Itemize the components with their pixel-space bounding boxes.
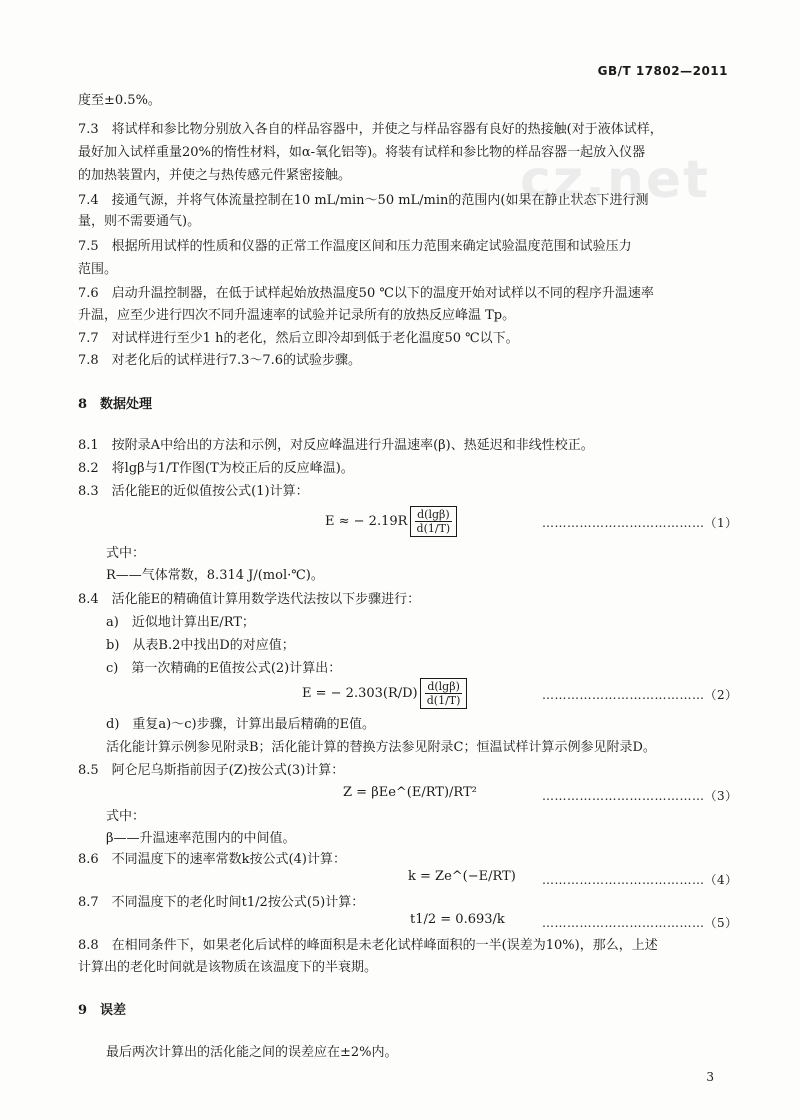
eq2-bracket [422, 678, 466, 709]
eq2-numerator: d(lgβ) [425, 680, 463, 694]
equation-3: Z = βEe^(E/RT)/RT² [343, 785, 477, 800]
clause-7-3: 7.3 将试样和参比物分别放入各自的样品容器中，并使之与样品容器有良好的热接触(对于液体试样， [78, 122, 663, 137]
eq3-number: …………………………………（3） [542, 789, 738, 803]
equation-5: t1/2 = 0.693/k [410, 912, 505, 927]
eq1-fraction [415, 508, 453, 535]
eq1-lhs: E ≈ − 2.19R [325, 514, 408, 529]
eq2-lhs: E = − 2.303(R/D) [302, 686, 418, 701]
clause-8-3: 8.3 活化能E的近似值按公式(1)计算： [78, 484, 309, 499]
step-d: d) 重复a)～c)步骤，计算出最后精确的E值。 [106, 717, 376, 732]
text-line: 活化能计算示例参见附录B；活化能计算的替换方法参见附录C；恒温试样计算示例参见附录D。 [106, 740, 656, 755]
page-number: 3 [706, 1070, 714, 1084]
clause-8-8: 8.8 在相同条件下，如果老化后试样的峰面积是未老化试样峰面积的一半(误差为10%)，那么，上述 [78, 938, 658, 953]
clause-8-2: 8.2 将lgβ与1/T作图(T为校正后的反应峰温)。 [78, 461, 354, 476]
eq1-numerator: d(lgβ) [415, 508, 453, 522]
where-label: 式中： [106, 809, 146, 824]
clause-8-1: 8.1 按附录A中给出的方法和示例，对反应峰温进行升温速率(β)、热延迟和非线性校正。 [78, 438, 594, 453]
eq5-number: …………………………………（5） [542, 916, 738, 930]
step-c: c) 第一次精确的E值按公式(2)计算出： [106, 661, 342, 676]
text-line: 范围。 [78, 262, 118, 277]
eq1-number: …………………………………（1） [542, 516, 738, 530]
where-label: 式中： [106, 546, 146, 561]
equation-2 [302, 678, 465, 709]
clause-8-4: 8.4 活化能E的精确值计算用数学迭代法按以下步骤进行： [78, 592, 421, 607]
step-b: b) 从表B.2中找出D的对应值； [106, 638, 295, 653]
symbol-definition: R——气体常数，8.314 J/(mol·℃)。 [106, 568, 324, 583]
eq1-bracket [412, 506, 456, 537]
watermark: cz.net [520, 150, 710, 210]
text-line: 计算出的老化时间就是该物质在该温度下的半衰期。 [78, 960, 378, 975]
equation-4: k = Ze^(−E/RT) [408, 869, 516, 884]
text-line: 度至±0.5%。 [78, 93, 161, 108]
section-9-heading: 9 误差 [78, 1003, 127, 1018]
clause-8-6: 8.6 不同温度下的速率常数k按公式(4)计算： [78, 852, 346, 867]
clause-8-7: 8.7 不同温度下的老化时间t1/2按公式(5)计算： [78, 895, 365, 910]
equation-1 [325, 506, 455, 537]
symbol-definition: β——升温速率范围内的中间值。 [106, 831, 296, 846]
text-line: 量，则不需要通气)。 [78, 214, 201, 229]
text-line: 的加热装置内，并使之与热传感元件紧密接触。 [78, 168, 352, 183]
section-8-heading: 8 数据处理 [78, 397, 153, 412]
error-statement: 最后两次计算出的活化能之间的误差应在±2%内。 [106, 1045, 398, 1060]
clause-8-5: 8.5 阿仑尼乌斯指前因子(Z)按公式(3)计算： [78, 763, 345, 778]
clause-7-6: 7.6 启动升温控制器，在低于试样起始放热温度50 ℃以下的温度开始对试样以不同的程序升温速率 [78, 286, 654, 301]
clause-7-8: 7.8 对老化后的试样进行7.3～7.6的试验步骤。 [78, 353, 362, 368]
eq2-number: …………………………………（2） [542, 688, 738, 702]
eq4-number: …………………………………（4） [542, 873, 738, 887]
eq1-denominator: d(1/T) [416, 522, 451, 535]
standard-number: GB/T 17802—2011 [597, 64, 728, 78]
eq2-denominator: d(1/T) [426, 694, 461, 707]
step-a: a) 近似地计算出E/RT； [106, 615, 255, 630]
clause-7-5: 7.5 根据所用试样的性质和仪器的正常工作温度区间和压力范围来确定试验温度范围和试验压力 [78, 239, 632, 254]
clause-7-4: 7.4 接通气源，并将气体流量控制在10 mL/min～50 mL/min的范围内(如果在静止状态下进行测 [78, 193, 649, 208]
clause-7-7: 7.7 对试样进行至少1 h的老化，然后立即冷却到低于老化温度50 ℃以下。 [78, 331, 519, 346]
eq2-fraction [425, 680, 463, 707]
text-line: 最好加入试样重量20%的惰性材料，如α-氧化铝等)。将装有试样和参比物的样品容器一起放入仪器 [78, 145, 646, 160]
text-line: 升温，应至少进行四次不同升温速率的试验并记录所有的放热反应峰温 Tp。 [78, 308, 516, 323]
